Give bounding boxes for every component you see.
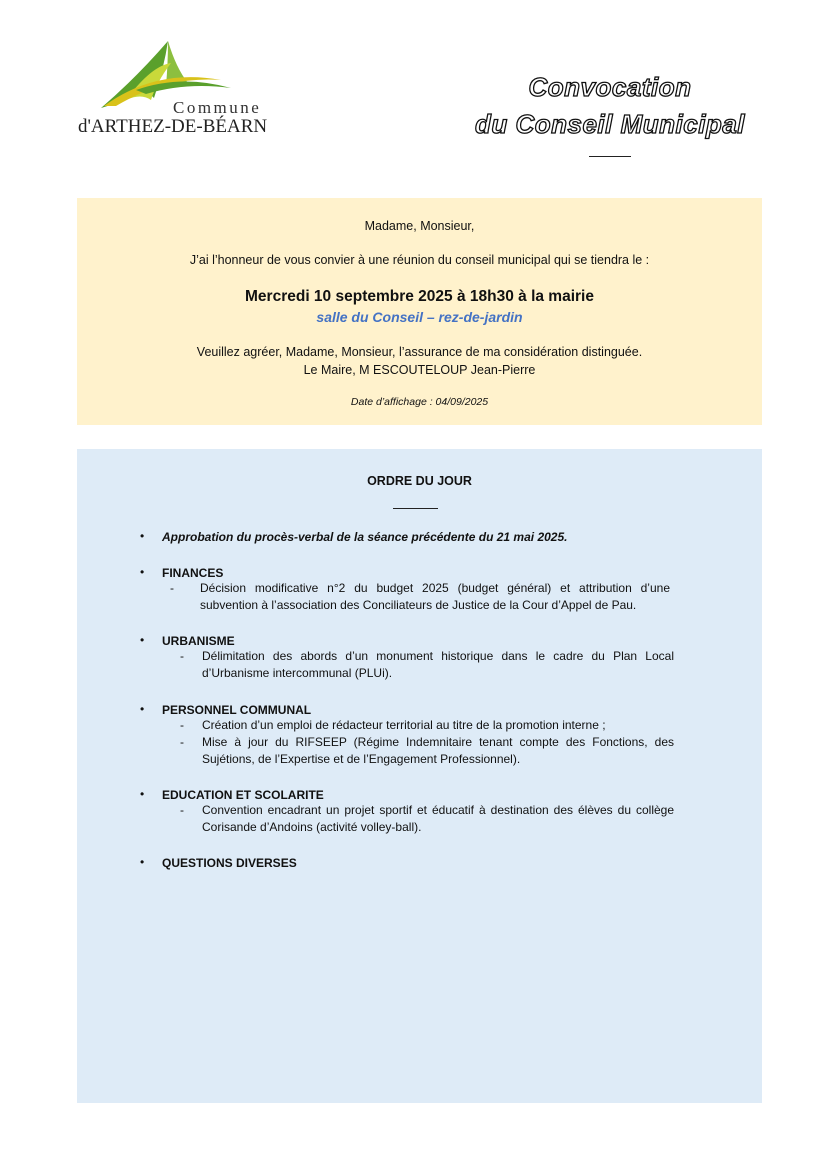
agenda-item-title: EDUCATION ET SCOLARITE [162,788,324,802]
greeting: Madame, Monsieur, [364,219,475,233]
agenda-subitem-text: Convention encadrant un projet sportif et éducatif à destination des élèves du collège Corisande d’Andoins (activité volley-ball). [202,803,674,834]
agenda-subitem [162,717,702,734]
agenda-item-finances [140,565,702,614]
agenda-item-title: QUESTIONS DIVERSES [162,856,297,870]
bullet: • [140,529,145,543]
agenda-item-title: FINANCES [162,566,224,580]
agenda-item-urbanisme [140,633,702,682]
dash: - [180,649,184,663]
posting-date: Date d’affichage : 04/09/2025 [350,396,489,408]
dash: - [180,735,184,749]
logo-text-town: d'ARTHEZ-DE-BÉARN [78,116,268,137]
agenda-subitem-text: Mise à jour du RIFSEEP (Régime Indemnitaire tenant compte des Fonctions, des Sujétions, de l’Expertise et de l’Engagement Professionnel). [202,735,674,766]
bullet: • [140,787,145,801]
agenda-box [77,449,762,1103]
mayor-signature: Le Maire, M ESCOUTELOUP Jean-Pierre [303,363,536,377]
agenda-title: ORDRE DU JOUR [367,474,472,488]
dash: - [170,581,174,595]
agenda-item-approval [140,529,702,544]
agenda-subitem-text: Délimitation des abords d’un monument historique dans le cadre du Plan Local d’Urbanisme intercommunal (PLUi). [202,649,674,680]
dash: - [180,718,184,732]
commune-logo [78,38,308,138]
agenda-subitem-text: Création d’un emploi de rédacteur territorial au titre de la promotion interne ; [202,718,606,732]
agenda-item-title: PERSONNEL COMMUNAL [162,703,312,717]
agenda-subitem-text: Décision modificative n°2 du budget 2025 (budget général) et attribution d’une subvention à l’association des Conciliateurs de Justice de la Cour d’Appel de Pau. [200,581,670,612]
page-title-line1: Convocation [528,72,692,102]
agenda-item-title: Approbation du procès-verbal de la séance précédente du 21 mai 2025. [162,530,568,544]
agenda-divider [393,508,438,509]
title-divider [589,156,631,157]
bullet: • [140,702,145,716]
agenda-item-personnel [140,702,702,768]
closing-regards: Veuillez agréer, Madame, Monsieur, l’assurance de ma considération distinguée. [196,345,643,359]
meeting-date: Mercredi 10 septembre 2025 à 18h30 à la mairie [245,288,594,305]
dash: - [180,803,184,817]
logo-text-commune: Commune [173,98,262,117]
page-title-line2: du Conseil Municipal [474,109,745,139]
agenda-subitem [162,580,702,614]
invitation-intro: J’ai l’honneur de vous convier à une réunion du conseil municipal qui se tiendra le : [189,253,650,267]
agenda-item-questions [140,855,702,870]
agenda-subitem [162,802,702,836]
meeting-place: salle du Conseil – rez-de-jardin [316,309,523,325]
agenda-item-education [140,787,702,836]
agenda-subitem [162,648,702,682]
agenda-subitem [162,734,702,768]
agenda-item-title: URBANISME [162,634,235,648]
bullet: • [140,565,145,579]
bullet: • [140,855,145,869]
bullet: • [140,633,145,647]
invitation-box [77,198,762,425]
